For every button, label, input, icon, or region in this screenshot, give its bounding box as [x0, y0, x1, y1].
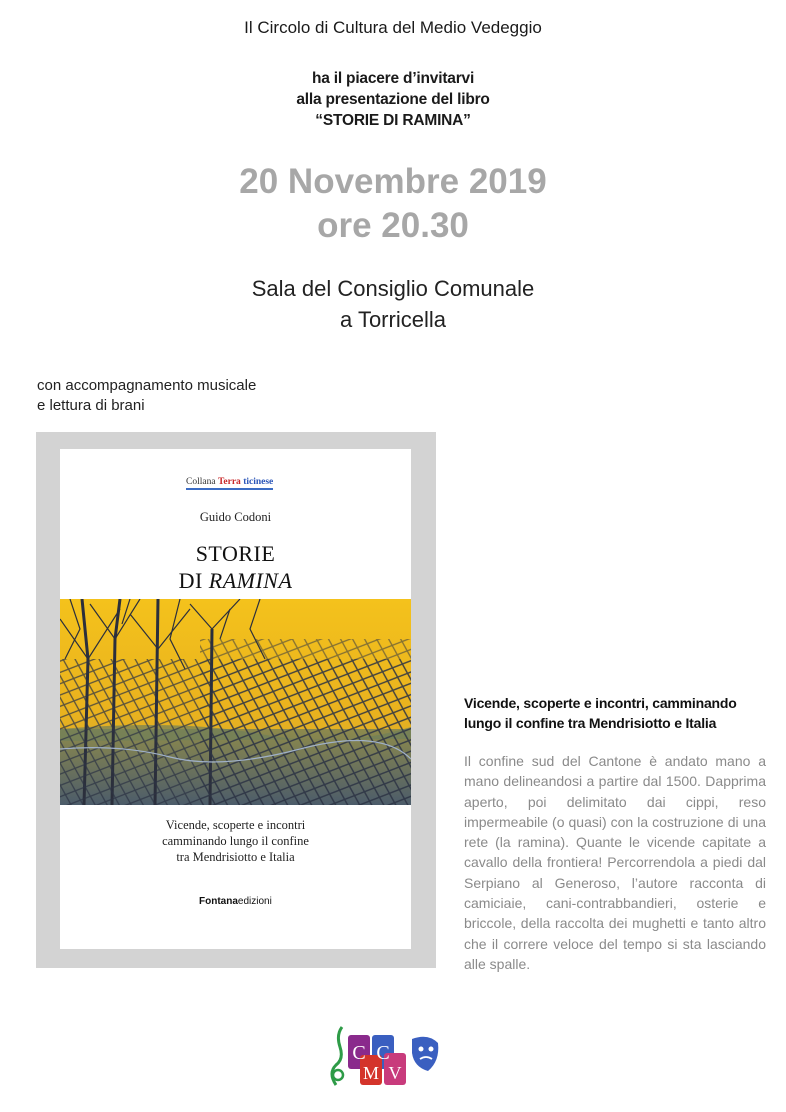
theatre-mask-icon: [412, 1037, 438, 1071]
extras-line-2: e lettura di brani: [37, 397, 145, 414]
book-cover: [60, 449, 411, 949]
description-heading-line-2: lungo il confine tra Mendrisiotto e Italia: [464, 715, 717, 731]
description-heading-line-1: Vicende, scoperte e incontri, camminando: [464, 695, 737, 711]
venue-line-1: Sala del Consiglio Comunale: [251, 276, 535, 301]
logo-letter-1: C: [352, 1042, 366, 1064]
subtitle-line-2: camminando lungo il confine: [162, 834, 309, 848]
cover-photo: [60, 599, 411, 805]
book-title: [60, 540, 411, 594]
event-venue: [0, 273, 786, 335]
logo-letter-3: M: [362, 1063, 380, 1083]
series-label: [186, 477, 273, 490]
invite-line-3: “STORIE DI RAMINA”: [315, 112, 471, 129]
logo-letter-4: V: [388, 1063, 402, 1083]
logo-letter-2: C: [376, 1042, 390, 1064]
invite-line-1: ha il piacere d’invitarvi: [311, 70, 475, 87]
book-author: Guido Codoni: [199, 510, 272, 524]
invite-line-2: alla presentazione del libro: [296, 91, 490, 108]
event-datetime: [0, 160, 786, 248]
publisher-bold: Fontana: [199, 896, 238, 907]
publisher-label: [199, 896, 272, 907]
venue-line-2: a Torricella: [340, 307, 446, 332]
description-body: Il confine sud del Cantone è andato mano a mano delineandosi a partire dal 1500. Dapprima aperto, poi delimitato dai cippi, reso impermeabile (o quasi) con la costruzione di una rete (la ramina). Quante le vicende capitate a cavallo della frontiera! Percorrendola a piedi dal Serpiano al Generoso, l’autore racconta di camiciaie, cani-contrabbandieri, osterie e briccole, della raccolta dei mughetti e tanto altro che il correre veloce del tempo si sta lasciando alle spalle.: [464, 753, 766, 972]
series-prefix: Collana: [186, 477, 216, 487]
invitation-text: [0, 68, 786, 131]
description-heading: [464, 693, 737, 733]
series-terra: Terra: [217, 477, 241, 487]
event-time: ore 20.30: [317, 206, 469, 245]
subtitle-line-3: tra Mendrisiotto e Italia: [176, 850, 295, 864]
extras-note: [37, 376, 256, 416]
book-title-line-2: [60, 567, 411, 594]
event-date: 20 Novembre 2019: [239, 162, 547, 201]
extras-line-1: con accompagnamento musicale: [37, 377, 257, 394]
organizer-line: Il Circolo di Cultura del Medio Vedeggio: [244, 18, 542, 37]
mask-eye-right: [429, 1047, 434, 1052]
book-title-italic: RAMINA: [208, 568, 293, 593]
ccmv-logo: [328, 1025, 442, 1089]
book-title-prefix: DI: [178, 568, 203, 593]
treble-clef-loop: [333, 1070, 343, 1080]
mask-eye-left: [419, 1047, 424, 1052]
book-title-line-1: STORIE: [195, 541, 276, 566]
publisher-rest: edizioni: [237, 896, 272, 907]
book-subtitle: [60, 817, 411, 865]
series-ticinese: ticinese: [243, 477, 274, 487]
subtitle-line-1: Vicende, scoperte e incontri: [165, 818, 306, 832]
